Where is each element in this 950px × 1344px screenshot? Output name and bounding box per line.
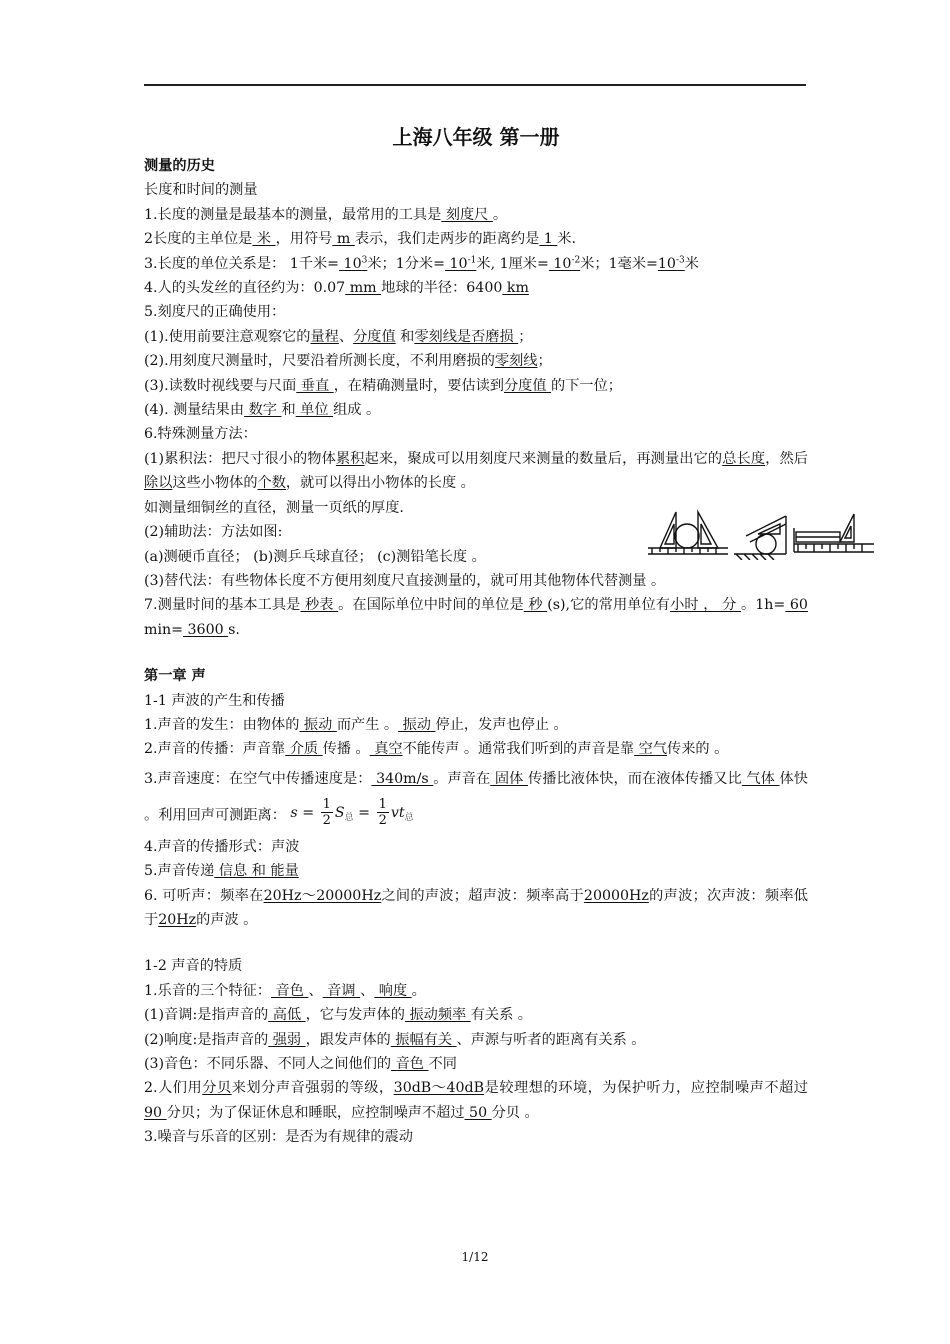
text: 来划分声音强弱的等级， xyxy=(231,1080,394,1097)
answer: 音调 xyxy=(322,982,361,999)
numerator: 1 xyxy=(322,797,331,813)
text-paragraph xyxy=(144,762,808,835)
text-line xyxy=(144,1052,808,1076)
text: 不同 xyxy=(428,1056,457,1072)
text: ，它与发声体的 xyxy=(305,1007,405,1024)
answer: 30dB～40dB xyxy=(393,1080,485,1097)
text: 分贝 。 xyxy=(491,1104,539,1121)
answer: mm xyxy=(345,280,382,297)
subsection-heading: 长度和时间的测量 xyxy=(144,182,258,199)
answer: 3600 xyxy=(183,621,229,638)
denominator: 2 xyxy=(322,813,331,829)
text: 米 xyxy=(684,255,699,272)
text: 。声音在 xyxy=(433,770,491,787)
text-line xyxy=(144,349,808,373)
text: 5.声音传递 xyxy=(144,863,215,880)
answer: 分度值 xyxy=(503,377,552,394)
subsection-heading: 1-1 声波的产生和传播 xyxy=(144,692,285,709)
answer: 20Hz～20000Hz xyxy=(263,887,382,904)
text: 米. xyxy=(557,231,577,248)
text: 1.长度的测量是最基本的测量，最常用的工具是 xyxy=(144,206,442,223)
text: (4). 测量结果由 xyxy=(144,402,245,419)
text: 。 xyxy=(411,982,426,999)
text: 的下一位； xyxy=(551,377,622,394)
answer-base: 10 xyxy=(339,255,362,272)
text: 、 xyxy=(308,982,323,999)
fraction xyxy=(321,797,333,828)
answer: 分度值 xyxy=(353,328,396,345)
text-line xyxy=(144,398,808,422)
text: min= xyxy=(144,621,184,638)
answer: 累积 xyxy=(335,450,365,467)
text: 分贝；为了保证休息和睡眠，应控制噪声不超过 xyxy=(166,1104,465,1121)
answer: 真空 xyxy=(369,741,403,758)
text: ，在精确测量时，要估读到 xyxy=(333,377,504,394)
text: 和 xyxy=(281,402,296,419)
text: 起来，聚成可以用刻度尺来测量的数量后，再测量出它的 xyxy=(364,450,723,467)
exponent: -1 xyxy=(467,254,477,265)
page-number: 1/12 xyxy=(461,1250,489,1264)
text: 米, 1厘米= xyxy=(476,255,549,272)
text-line xyxy=(144,252,808,276)
answer: 秒 xyxy=(523,597,548,614)
answer: 20Hz xyxy=(158,911,197,928)
text: (2)响度:是指声音的 xyxy=(144,1031,269,1048)
text-line xyxy=(144,325,808,349)
text: 这些小物体的 xyxy=(172,475,258,492)
text: 6. 可听声：频率在 xyxy=(144,887,264,904)
text-paragraph xyxy=(144,593,808,642)
formula-subscript: 总 xyxy=(344,812,354,823)
exponent: -2 xyxy=(571,254,581,265)
answer: 气体 xyxy=(741,770,780,787)
text-line: 5.刻度尺的正确使用： xyxy=(144,304,286,321)
formula-symbol: S xyxy=(334,804,345,821)
text: 2.人们用 xyxy=(144,1080,203,1097)
text: 传播比液体快，而在液体传播又比 xyxy=(527,770,742,787)
answer: 个数 xyxy=(257,475,286,492)
text: 传播 。 xyxy=(322,741,370,758)
text-paragraph xyxy=(144,884,808,933)
text-line xyxy=(144,979,808,1003)
text-line: 3.噪音与乐音的区别：是否为有规律的震动 xyxy=(144,1129,413,1146)
answer: km xyxy=(502,280,529,297)
answer: 50 xyxy=(464,1104,492,1121)
text: 地球的半径：6400 xyxy=(381,280,503,297)
text: ，就可以得出小物体的长度 。 xyxy=(285,475,475,492)
answer: 340m/s xyxy=(371,770,434,787)
spacer xyxy=(144,932,808,954)
answer: 刻度尺 xyxy=(441,206,493,223)
text: ，跟发声体的 xyxy=(305,1031,391,1048)
text: 而产生 。 xyxy=(336,716,399,733)
auxiliary-measurement-figure xyxy=(646,508,876,560)
text: 4.人的头发丝的直径约为：0.07 xyxy=(144,280,346,297)
text-line xyxy=(144,1003,808,1027)
text: (3).读数时视线要与尺面 xyxy=(144,377,297,394)
ball-measurement-icon xyxy=(734,516,786,560)
answer: 垂直 xyxy=(296,377,334,394)
text: 1.声音的发生：由物体的 xyxy=(144,716,300,733)
text-paragraph xyxy=(144,737,808,761)
text: 有关系 。 xyxy=(470,1007,532,1024)
answer: 总长度 xyxy=(722,450,766,467)
text: 体快 。利用回声可测距离： xyxy=(144,770,808,824)
answer: 秒表 xyxy=(300,597,339,614)
text-line: (3)替代法：有些物体长度不方便用刻度尺直接测量的，就可用其他物体代替测量 。 xyxy=(144,572,666,589)
answer: 小时 ， 分 xyxy=(670,597,741,614)
text: (1)音调:是指声音的 xyxy=(144,1007,269,1024)
answer: 量程 xyxy=(310,328,339,345)
text-line xyxy=(144,203,808,227)
text: 1.乐音的三个特征： xyxy=(144,982,272,999)
text-line xyxy=(144,859,808,883)
answer xyxy=(445,256,476,272)
text: 、 xyxy=(360,982,375,999)
answer: 单位 xyxy=(295,402,334,419)
answer xyxy=(549,256,580,272)
fraction xyxy=(377,797,389,828)
text: (1).使用前要注意观察它的 xyxy=(144,328,311,345)
answer: 音色 xyxy=(391,1056,429,1072)
answer: 振动 xyxy=(299,716,337,733)
text: 3.声音速度：在空气中传播速度是： xyxy=(144,770,372,787)
text: 米；1分米= xyxy=(367,255,446,272)
text-line: 如测量细铜丝的直径，测量一页纸的厚度. xyxy=(144,499,404,516)
answer: 高低 xyxy=(268,1007,306,1024)
answer: 介质 xyxy=(285,741,323,758)
text: (1)累积法：把尺寸很小的物体 xyxy=(144,450,336,467)
text: (3)音色：不同乐器、不同人之间他们的 xyxy=(144,1056,392,1072)
answer xyxy=(339,256,367,272)
text: 是较理想的环境，为保护听力，应控制噪声不超过 xyxy=(484,1080,808,1097)
text: 3.长度的单位关系是： 1千米= xyxy=(144,255,340,272)
answer: 响度 xyxy=(374,982,412,999)
answer: 1 xyxy=(539,231,558,248)
answer: 振幅有关 xyxy=(390,1031,457,1048)
text-line: 6.特殊测量方法： xyxy=(144,426,257,443)
text: 7.测量时间的基本工具是 xyxy=(144,597,301,614)
answer: 零刻线 xyxy=(494,353,538,370)
answer: 米 xyxy=(252,231,276,248)
answer: 除以 xyxy=(144,475,173,492)
subsection-heading: 1-2 声音的特质 xyxy=(144,958,243,975)
chapter-heading: 第一章 声 xyxy=(144,668,206,685)
answer: 固体 xyxy=(490,770,528,787)
text: 表示，我们走两步的距离约是 xyxy=(354,231,540,248)
text: 。1h= xyxy=(740,597,786,614)
text: ； xyxy=(518,328,533,345)
answer-base: 10 xyxy=(548,255,572,272)
text-line xyxy=(144,713,808,737)
answer: 60 xyxy=(785,597,808,614)
text-line xyxy=(144,374,808,398)
page-title: 上海八年级 第一册 xyxy=(392,125,560,149)
answer-base: 10 xyxy=(445,255,468,272)
text-paragraph xyxy=(144,1076,808,1125)
formula-symbol: vt xyxy=(390,804,405,821)
text: 的声波 。 xyxy=(196,911,258,928)
text: s. xyxy=(228,621,240,638)
answer: 音色 xyxy=(271,982,309,999)
text: 组成 。 xyxy=(333,402,381,419)
text: 的声波；次声波：频率低于 xyxy=(144,887,808,928)
header-rule xyxy=(144,84,806,86)
answer: 空气 xyxy=(634,741,668,758)
text-line xyxy=(144,1028,808,1052)
text: 、声源与听者的距离有关系 。 xyxy=(456,1031,646,1048)
text: (2).用刻度尺测量时，尺要沿着所测长度，不利用磨损的 xyxy=(144,353,495,370)
text: 之间的声波；超声波：频率高于 xyxy=(381,887,584,904)
answer: 分贝 xyxy=(202,1080,232,1097)
text: ，用符号 xyxy=(275,231,333,248)
answer: 90 xyxy=(144,1104,167,1121)
spacer xyxy=(144,642,808,664)
document-body xyxy=(144,122,808,1150)
text: 、 xyxy=(338,328,354,345)
answer xyxy=(658,256,685,272)
answer: m xyxy=(332,231,355,248)
text: ，然后 xyxy=(765,450,808,467)
formula-symbol: s xyxy=(290,804,298,821)
text-paragraph xyxy=(144,447,808,496)
text: 和 xyxy=(395,328,415,345)
text: ； xyxy=(537,353,552,370)
answer: 强弱 xyxy=(268,1031,306,1048)
text: 。在国际单位中时间的单位是 xyxy=(338,597,524,614)
pencil-measurement-icon xyxy=(794,514,874,552)
answer: 振动频率 xyxy=(404,1007,471,1024)
echo-distance-formula: s = $\frac{1}{2}$ $S_总$ = $\frac{1}{2}$ $vt_总$ xyxy=(290,797,414,829)
text: (s),它的常用单位有 xyxy=(547,597,671,614)
text: 不能传声 。通常我们听到的声音是靠 xyxy=(402,741,635,758)
formula-subscript: 总 xyxy=(404,812,414,823)
text: 2.声音的传播：声音靠 xyxy=(144,741,286,758)
text-line: (a)测硬币直径； (b)测乒乓球直径； (c)测铅笔长度 。 xyxy=(144,548,486,565)
text: 米；1毫米= xyxy=(580,255,658,272)
answer: 信息 和 能量 xyxy=(214,863,299,880)
text: 。 xyxy=(492,206,508,223)
numerator: 1 xyxy=(378,797,387,813)
text: 2长度的主单位是 xyxy=(144,231,253,248)
answer-base: 10 xyxy=(657,255,676,272)
coin-measurement-icon xyxy=(648,512,728,554)
section-heading: 测量的历史 xyxy=(144,158,215,174)
text-line: 4.声音的传播形式：声波 xyxy=(144,838,300,855)
text: 停止，发声也停止 。 xyxy=(435,716,568,733)
answer: 零刻线是否磨损 xyxy=(414,328,519,345)
exponent: -3 xyxy=(675,254,685,265)
text-line: (2)辅助法：方法如图: xyxy=(144,524,283,541)
denominator: 2 xyxy=(378,813,387,829)
text-line xyxy=(144,276,808,300)
exponent: 3 xyxy=(361,254,368,265)
answer: 20000Hz xyxy=(583,887,649,904)
text: 传来的 。 xyxy=(667,741,729,758)
answer: 数字 xyxy=(244,402,282,419)
text-line xyxy=(144,227,808,251)
answer: 振动 xyxy=(398,716,436,733)
